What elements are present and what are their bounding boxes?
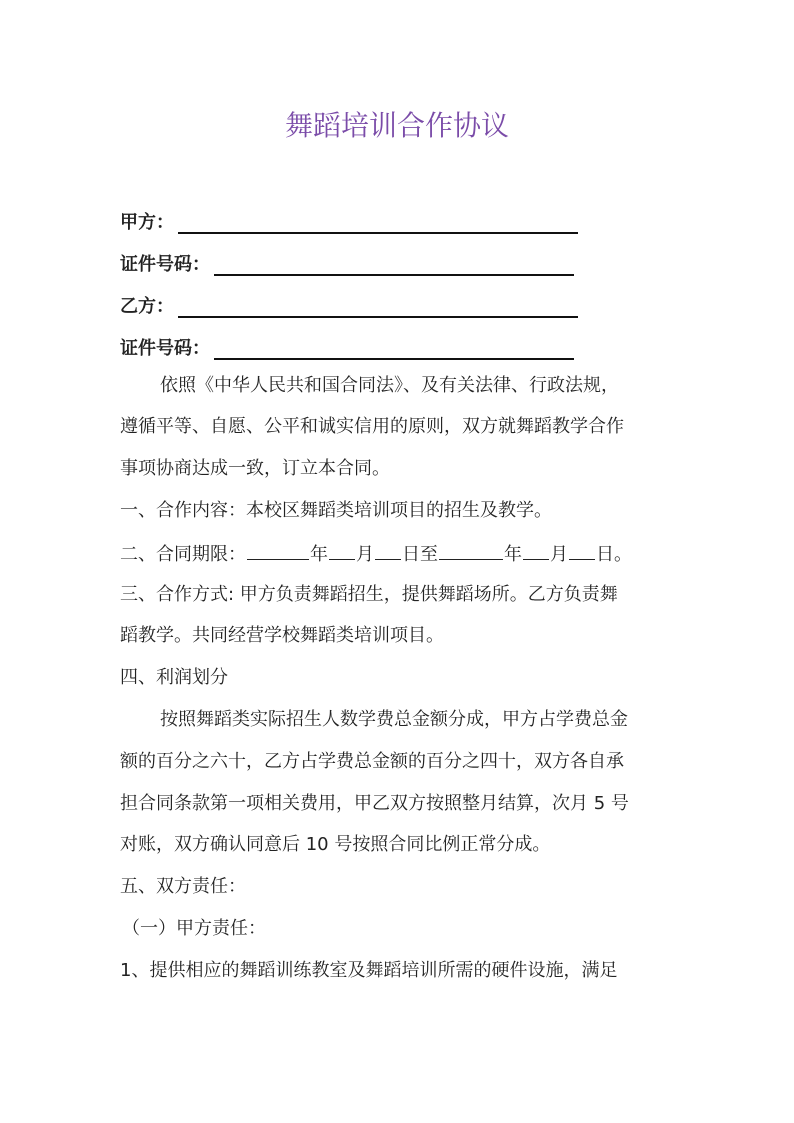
section-4-line-2: 额的百分之六十，乙方占学费总金额的百分之四十，双方各自承 [120,751,624,772]
preamble-line-1: 依照《中华人民共和国合同法》、及有关法律、行政法规， [160,375,619,396]
end-year-blank[interactable] [439,539,503,560]
party-b-id-label: 证件号码： [120,338,210,359]
day-end-label: 日。 [596,544,632,565]
party-a-field [120,204,578,236]
party-b-id-field [120,330,574,362]
preamble-line-3: 事项协商达成一致，订立本合同。 [120,458,390,479]
section-2-label: 二、合同期限： [120,544,246,565]
section-2-contract-term [120,539,632,569]
end-day-blank[interactable] [569,539,595,560]
party-a-id-blank-line[interactable] [214,274,574,276]
month-label: 月 [550,544,568,565]
party-a-id-field [120,246,574,278]
year-label: 年 [310,544,328,565]
section-3-line-2: 蹈教学。共同经营学校舞蹈类培训项目。 [120,625,444,646]
party-b-id-blank-line[interactable] [214,358,574,360]
section-5-item-1: 1、提供相应的舞蹈训练教室及舞蹈培训所需的硬件设施，满足 [120,960,618,981]
section-4-heading: 四、利润划分 [120,667,228,688]
section-4-line-4: 对账，双方确认同意后 10 号按照合同比例正常分成。 [120,834,551,855]
section-4-line-3: 担合同条款第一项相关费用，甲乙双方按照整月结算，次月 5 号 [120,793,629,814]
section-4-line-1: 按照舞蹈类实际招生人数学费总金额分成，甲方占学费总金 [160,709,628,730]
start-year-blank[interactable] [247,539,309,560]
section-5-heading: 五、双方责任： [120,876,246,897]
party-a-blank-line[interactable] [178,232,578,234]
end-month-blank[interactable] [523,539,549,560]
day-to-label: 日至 [402,544,438,565]
party-b-field [120,288,578,320]
section-1-cooperation-content: 一、合作内容：本校区舞蹈类培训项目的招生及教学。 [120,500,552,521]
party-a-label: 甲方： [120,212,174,233]
document-title: 舞蹈培训合作协议 [284,109,509,142]
start-day-blank[interactable] [375,539,401,560]
section-5-sub-heading-party-a: （一）甲方责任： [122,918,266,939]
preamble-line-2: 遵循平等、自愿、公平和诚实信用的原则，双方就舞蹈教学合作 [120,416,624,437]
start-month-blank[interactable] [329,539,355,560]
party-b-blank-line[interactable] [178,316,578,318]
party-a-id-label: 证件号码： [120,254,210,275]
month-label: 月 [356,544,374,565]
party-b-label: 乙方： [120,296,174,317]
section-3-line-1: 三、合作方式: 甲方负责舞蹈招生，提供舞蹈场所。乙方负责舞 [120,584,618,605]
year-label: 年 [504,544,522,565]
